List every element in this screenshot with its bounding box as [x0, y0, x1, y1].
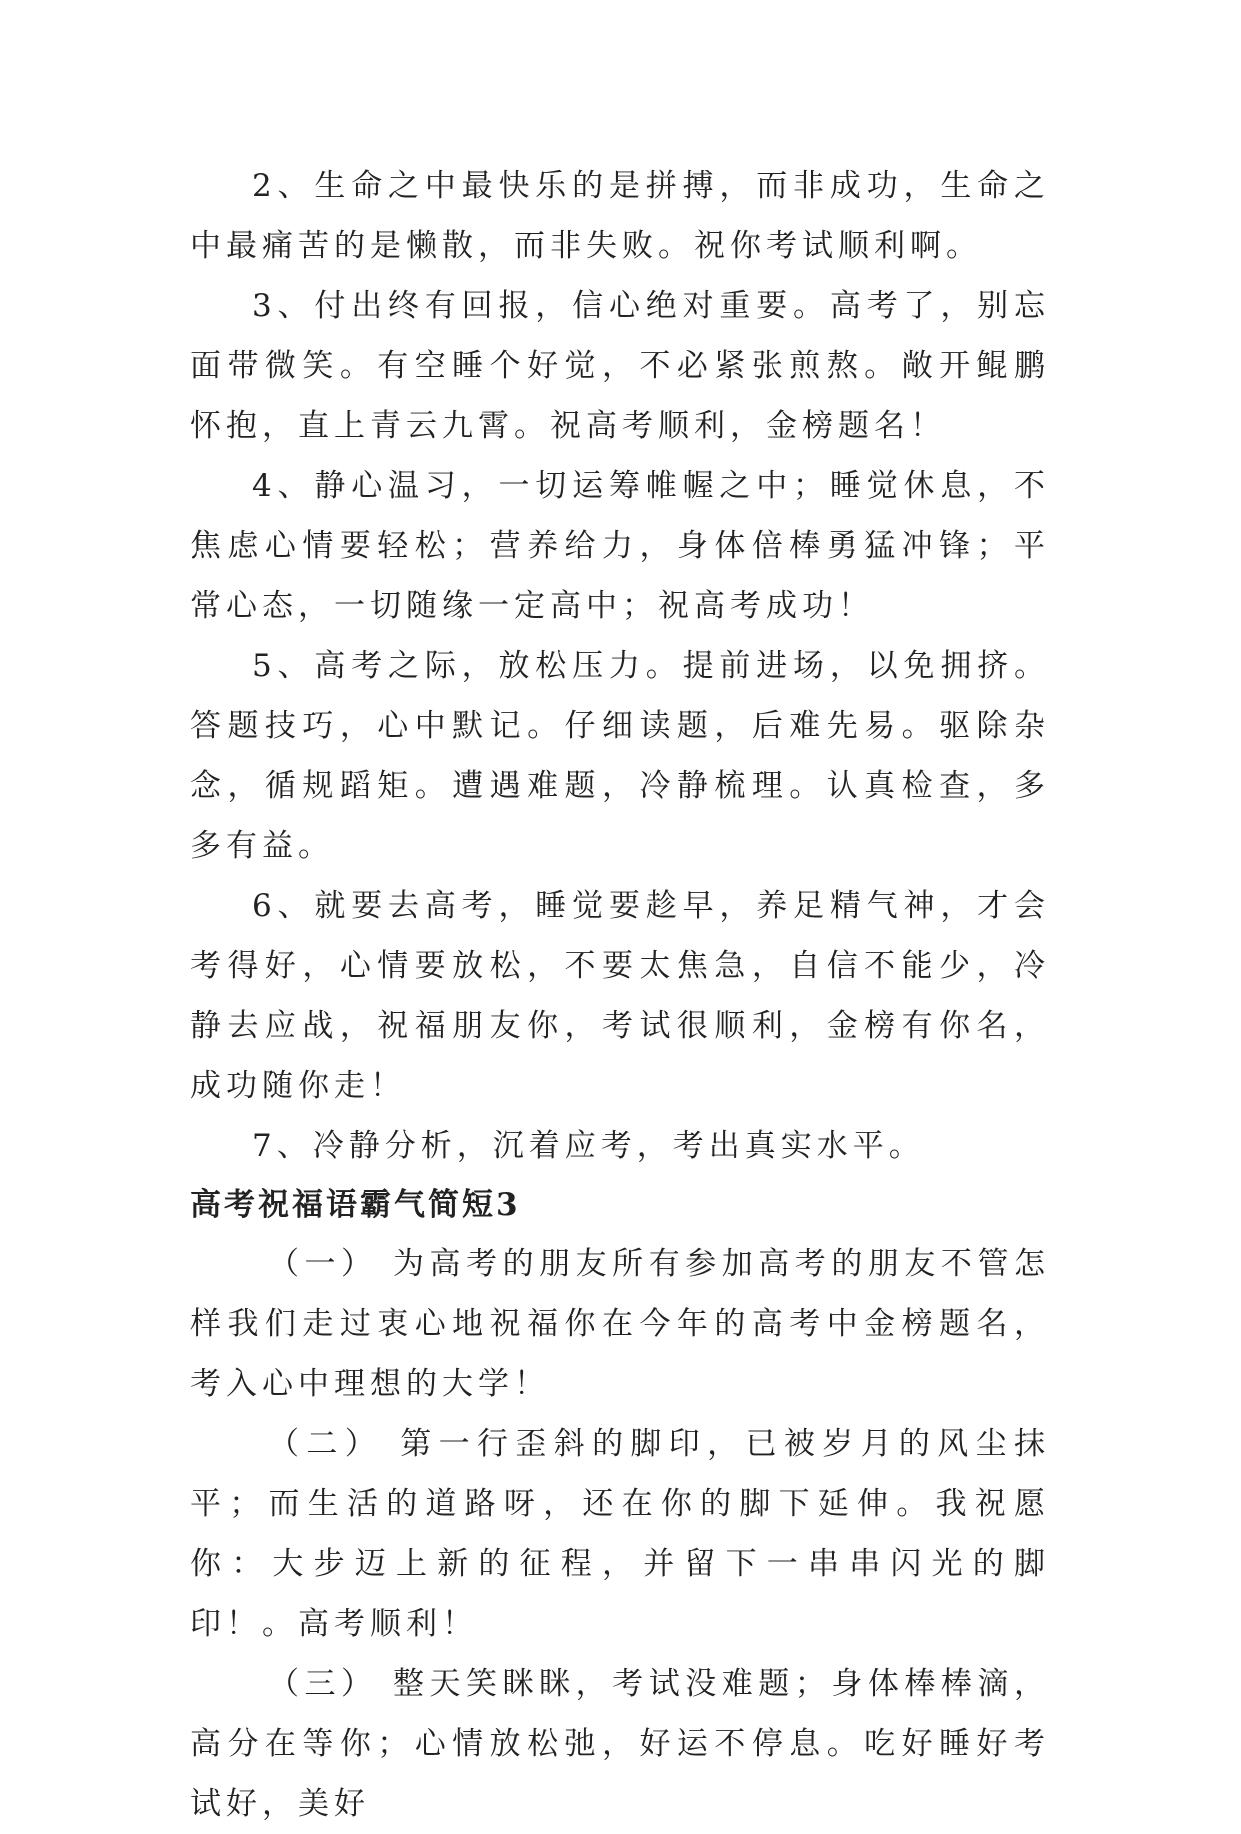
section-paragraph-1: （一） 为高考的朋友所有参加高考的朋友不管怎样我们走过衷心地祝福你在今年的高考中金榜题名，考入心中理想的大学！	[190, 1246, 1050, 1402]
paragraph-5: 5、高考之际，放松压力。提前进场，以免拥挤。答题技巧，心中默记。仔细读题，后难先易。驱除杂念，循规蹈矩。遭遇难题，冷静梳理。认真检查，多多有益。	[190, 648, 1050, 864]
section-heading: 高考祝福语霸气简短3	[190, 1187, 521, 1223]
paragraph-4: 4、静心温习，一切运筹帷幄之中；睡觉休息，不焦虑心情要轻松；营养给力，身体倍棒勇猛冲锋；平常心态，一切随缘一定高中；祝高考成功！	[190, 468, 1050, 624]
section-paragraph-3: （三） 整天笑眯眯，考试没难题；身体棒棒滴，高分在等你；心情放松弛，好运不停息。吃好睡好考试好，美好	[190, 1666, 1050, 1822]
paragraph-2: 2、生命之中最快乐的是拼搏，而非成功，生命之中最痛苦的是懒散，而非失败。祝你考试顺利啊。	[190, 168, 1050, 264]
paragraph-7: 7、冷静分析，沉着应考，考出真实水平。	[252, 1128, 925, 1164]
section-paragraph-2: （二） 第一行歪斜的脚印，已被岁月的风尘抹平；而生活的道路呀，还在你的脚下延伸。我祝愿你：大步迈上新的征程，并留下一串串闪光的脚印！。高考顺利！	[190, 1426, 1050, 1642]
paragraph-3: 3、付出终有回报，信心绝对重要。高考了，别忘面带微笑。有空睡个好觉，不必紧张煎熬。敞开鲲鹏怀抱，直上青云九霄。祝高考顺利，金榜题名！	[190, 288, 1050, 444]
document-body	[190, 156, 1050, 1834]
paragraph-6: 6、就要去高考，睡觉要趁早，养足精气神，才会考得好，心情要放松，不要太焦急，自信不能少，冷静去应战，祝福朋友你，考试很顺利，金榜有你名，成功随你走！	[190, 888, 1050, 1104]
